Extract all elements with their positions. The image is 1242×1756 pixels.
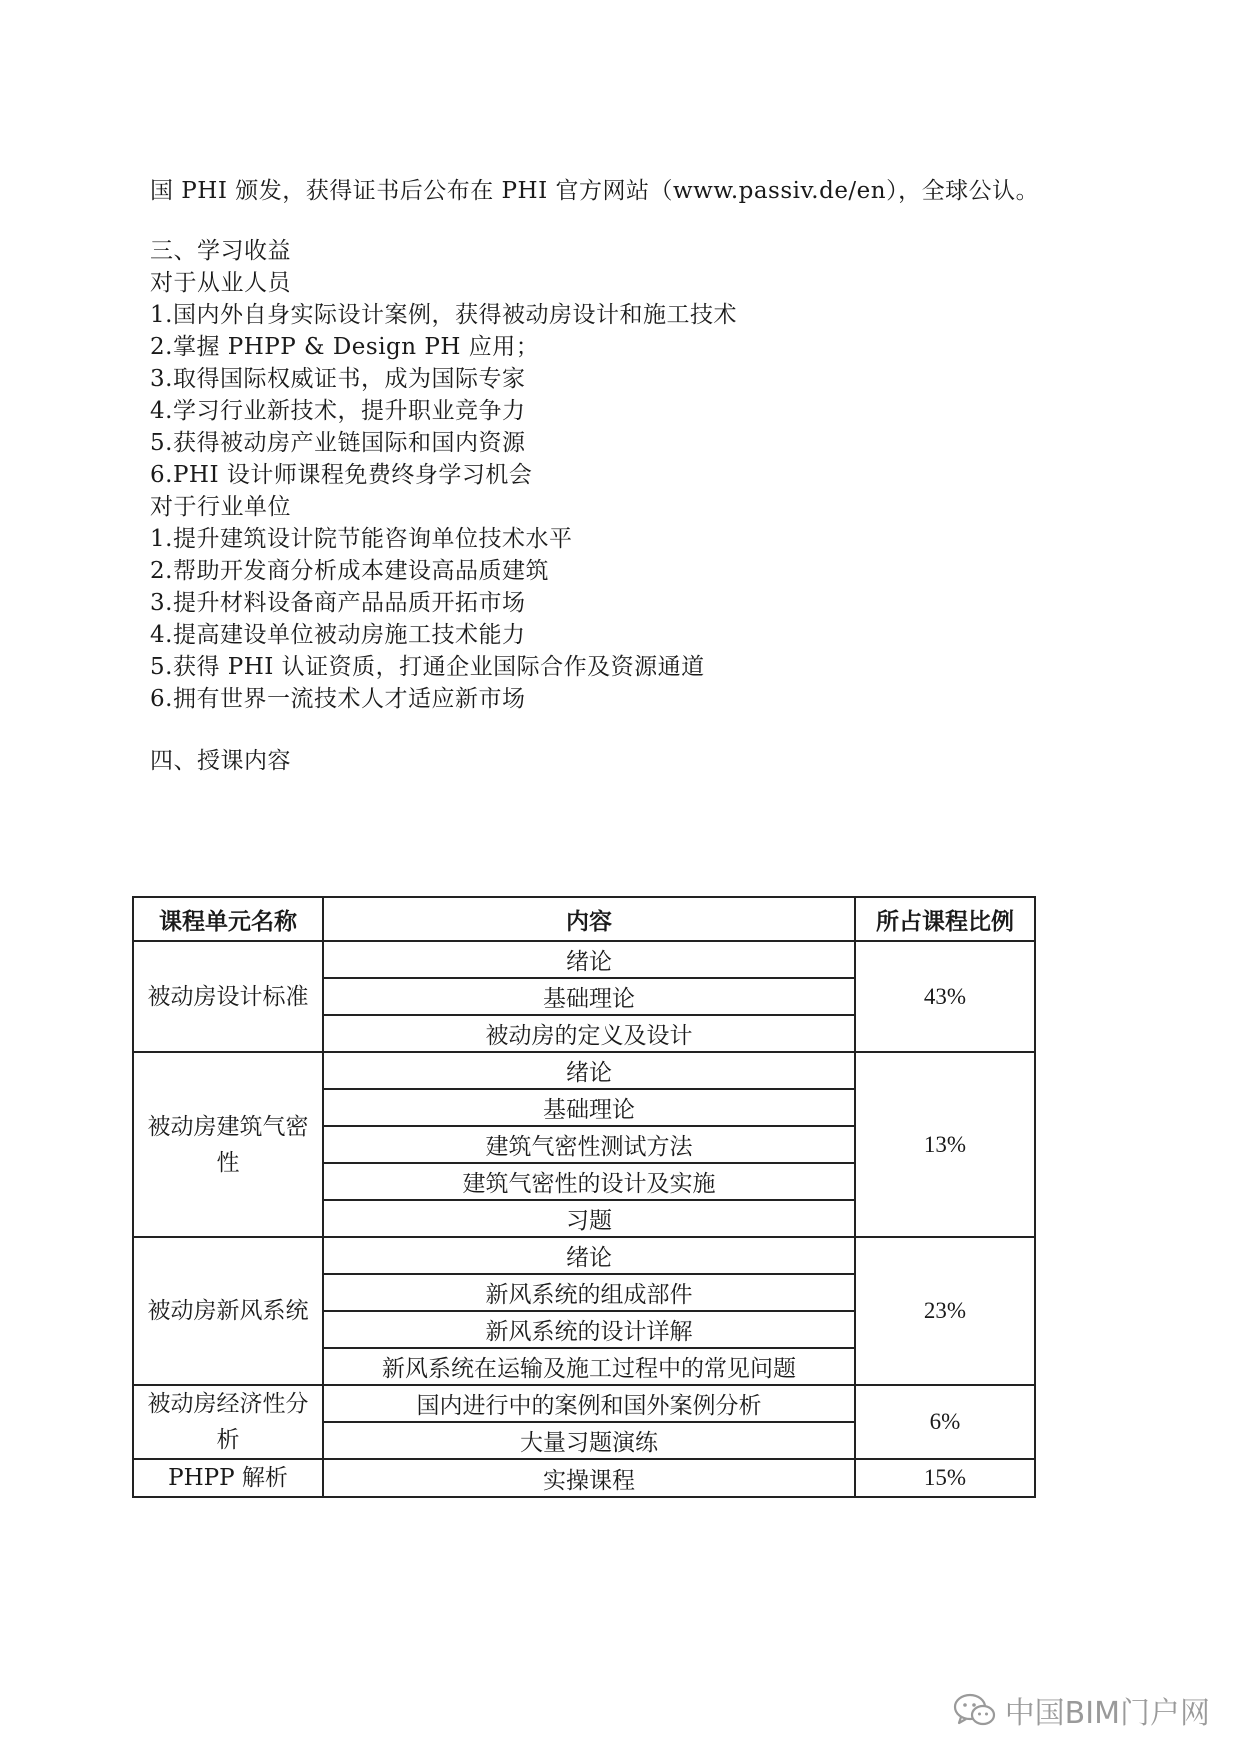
unit-name: 被动房新风系统 xyxy=(133,1237,323,1385)
organizations-heading: 对于行业单位 xyxy=(150,494,291,520)
list-item: 1.国内外自身实际设计案例，获得被动房设计和施工技术 xyxy=(150,302,737,328)
list-item: 6.PHI 设计师课程免费终身学习机会 xyxy=(150,462,533,488)
content-cell: 新风系统的设计详解 xyxy=(323,1311,855,1348)
content-cell: 新风系统在运输及施工过程中的常见问题 xyxy=(323,1348,855,1385)
list-item: 1.提升建筑设计院节能咨询单位技术水平 xyxy=(150,526,573,552)
header-content: 内容 xyxy=(323,897,855,941)
unit-name: 被动房设计标准 xyxy=(133,941,323,1052)
header-unit-name: 课程单元名称 xyxy=(133,897,323,941)
content-cell: 国内进行中的案例和国外案例分析 xyxy=(323,1385,855,1422)
watermark xyxy=(953,1688,1210,1732)
unit-name: PHPP 解析 xyxy=(133,1459,323,1497)
percent-cell: 13% xyxy=(855,1052,1035,1237)
content-cell: 建筑气密性测试方法 xyxy=(323,1126,855,1163)
content-cell: 基础理论 xyxy=(323,1089,855,1126)
percent-cell: 15% xyxy=(855,1459,1035,1497)
unit-name: 被动房经济性分析 xyxy=(133,1385,323,1459)
intro-line: 国 PHI 颁发，获得证书后公布在 PHI 官方网站（www.passiv.de/en），全球公认。 xyxy=(150,178,1040,204)
list-item: 2.帮助开发商分析成本建设高品质建筑 xyxy=(150,558,549,584)
table-header-row xyxy=(133,897,1035,941)
list-item: 4.提高建设单位被动房施工技术能力 xyxy=(150,622,526,648)
content-cell: 新风系统的组成部件 xyxy=(323,1274,855,1311)
list-item: 5.获得 PHI 认证资质，打通企业国际合作及资源通道 xyxy=(150,654,705,680)
content-cell: 绪论 xyxy=(323,1052,855,1089)
list-item: 3.取得国际权威证书，成为国际专家 xyxy=(150,366,526,392)
percent-cell: 43% xyxy=(855,941,1035,1052)
list-item: 6.拥有世界一流技术人才适应新市场 xyxy=(150,686,526,712)
watermark-text: 中国BIM门户网 xyxy=(1004,1696,1210,1731)
practitioners-heading: 对于从业人员 xyxy=(150,270,291,296)
content-cell: 绪论 xyxy=(323,941,855,978)
content-cell: 绪论 xyxy=(323,1237,855,1274)
percent-cell: 23% xyxy=(855,1237,1035,1385)
header-percent: 所占课程比例 xyxy=(855,897,1035,941)
content-cell: 基础理论 xyxy=(323,978,855,1015)
content-cell: 习题 xyxy=(323,1200,855,1237)
course-table xyxy=(132,896,1036,1498)
content-cell: 建筑气密性的设计及实施 xyxy=(323,1163,855,1200)
content-cell: 被动房的定义及设计 xyxy=(323,1015,855,1052)
list-item: 3.提升材料设备商产品品质开拓市场 xyxy=(150,590,526,616)
wechat-icon xyxy=(953,1692,997,1728)
table-row xyxy=(133,1459,1035,1497)
table-row xyxy=(133,1237,1035,1274)
table-row xyxy=(133,1385,1035,1422)
table-row xyxy=(133,941,1035,978)
list-item: 5.获得被动房产业链国际和国内资源 xyxy=(150,430,526,456)
content-cell: 实操课程 xyxy=(323,1459,855,1497)
unit-name: 被动房建筑气密性 xyxy=(133,1052,323,1237)
content-cell: 大量习题演练 xyxy=(323,1422,855,1459)
section4-heading: 四、授课内容 xyxy=(150,748,291,774)
section3-heading: 三、学习收益 xyxy=(150,238,291,264)
list-item: 2.掌握 PHPP & Design PH 应用； xyxy=(150,334,540,360)
percent-cell: 6% xyxy=(855,1385,1035,1459)
table-row xyxy=(133,1052,1035,1089)
list-item: 4.学习行业新技术，提升职业竞争力 xyxy=(150,398,526,424)
